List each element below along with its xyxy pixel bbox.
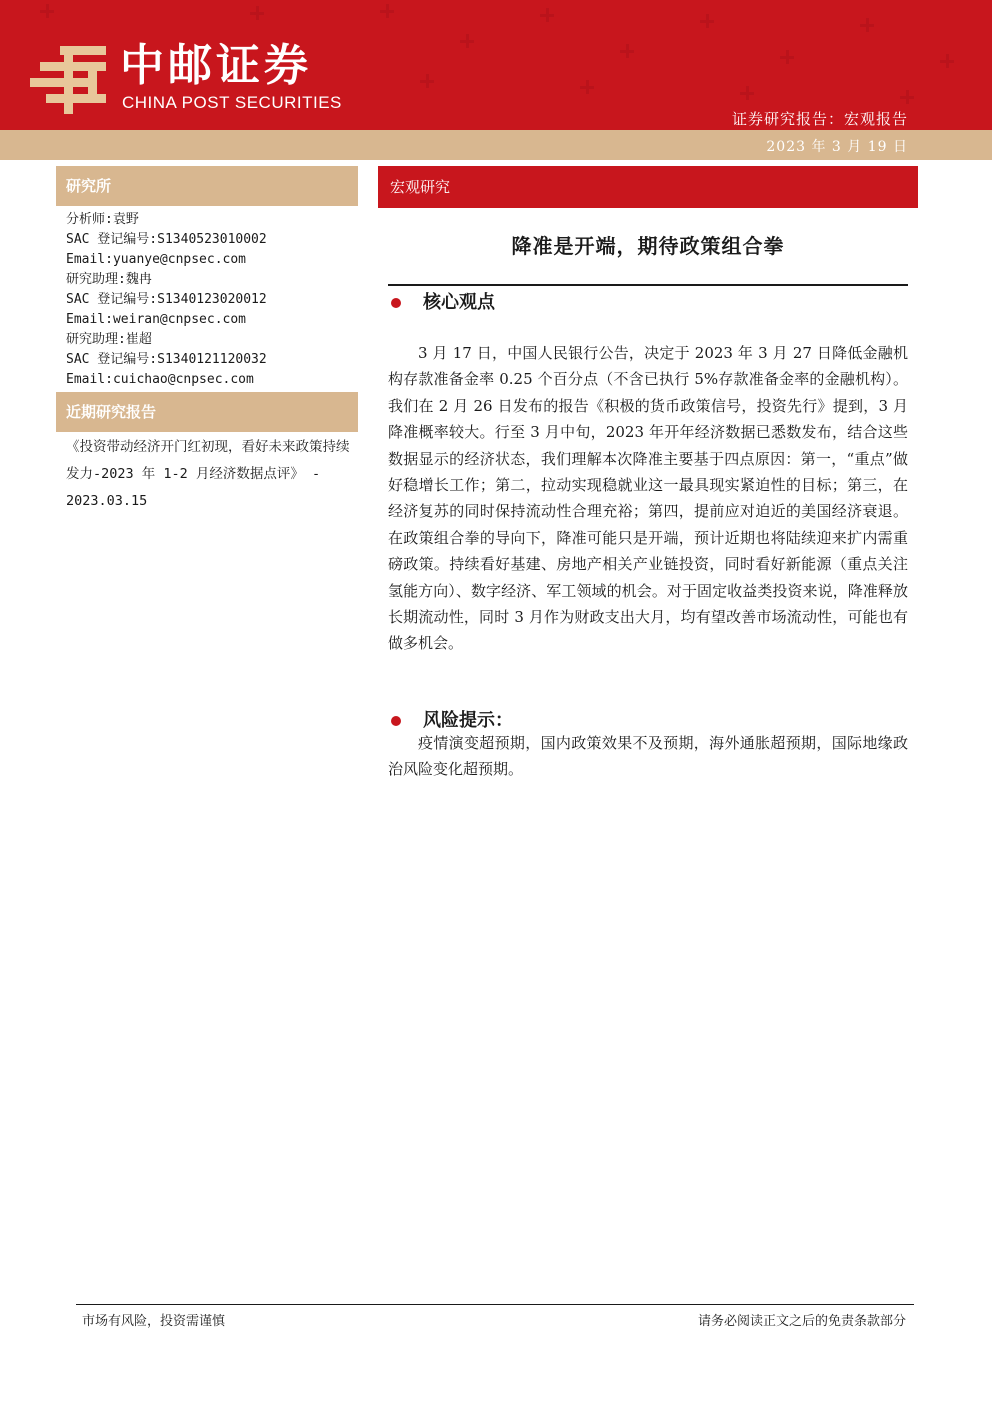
footer-risk-notice: 市场有风险，投资需谨慎 (82, 1314, 226, 1329)
china-post-logo-icon (30, 44, 112, 116)
brand-name-cn: 中邮证券 (120, 40, 312, 91)
analyst-line: SAC 登记编号:S1340523010002 (66, 232, 267, 247)
footer-divider (76, 1304, 914, 1305)
analyst-line: SAC 登记编号:S1340123020012 (66, 292, 267, 307)
risk-label: 风险提示： (423, 710, 513, 731)
analyst-line: 研究助理:魏冉 (66, 272, 152, 287)
footer-disclaimer: 请务必阅读正文之后的免责条款部分 (697, 1314, 906, 1329)
analyst-list (66, 210, 356, 390)
brand-name-en: CHINA POST SECURITIES (122, 93, 342, 112)
analyst-line: 分析师:袁野 (66, 212, 139, 227)
report-header (0, 0, 992, 130)
analyst-email: Email:cuichao@cnpsec.com (66, 372, 254, 387)
core-view-heading (388, 288, 495, 314)
report-title: 降准是开端，期待政策组合拳 (511, 234, 785, 258)
report-type: 证券研究报告：宏观报告 (731, 110, 908, 128)
date-band (0, 130, 992, 160)
report-date: 2023 年 3 月 19 日 (766, 139, 908, 155)
institute-heading: 研究所 (56, 166, 358, 206)
risk-text: 疫情演变超预期，国内政策效果不及预期，海外通胀超预期，国际地缘政治风险变化超预期。 (388, 734, 908, 779)
bullet-icon (391, 298, 401, 308)
analyst-line: 研究助理:崔超 (66, 332, 152, 347)
title-divider (388, 284, 908, 286)
recent-report-link[interactable]: 《投资带动经济开门红初现，看好未来政策持续发力-2023 年 1-2 月经济数据点评》 - 2023.03.15 (66, 439, 350, 509)
core-view-label: 核心观点 (423, 292, 495, 313)
risk-heading (388, 706, 513, 732)
analyst-email: Email:yuanye@cnpsec.com (66, 252, 247, 267)
section-tag: 宏观研究 (378, 166, 918, 208)
analyst-line: SAC 登记编号:S1340121120032 (66, 352, 267, 367)
analyst-email: Email:weiran@cnpsec.com (66, 312, 247, 327)
recent-reports-heading: 近期研究报告 (56, 392, 358, 432)
core-view-text: 3 月 17 日，中国人民银行公告，决定于 2023 年 3 月 27 日降低金融机构存款准备金率 0.25 个百分点（不含已执行 5%存款准备金率的金融机构）。我们在 2 月 26 日发布的报告《积极的货币政策信号，投资先行》提到，3 月降准概率较大。行至 3 月中旬，2023 年开年经济数据已悉数发布，结合这些数据显示的经济状态，我们理解本次降准主要基于四点原因：第一，“重点”做好稳增长工作；第二，拉动实现稳就业这一最具现实紧迫性的目标；第三，在经济复苏的同时保持流动性合理充裕；第四，提前应对迫近的美国经济衰退。在政策组合拳的导向下，降准可能只是开端，预计近期也将陆续迎来扩内需重磅政策。持续看好基建、房地产相关产业链投资，同时看好新能源（重点关注氢能方向）、数字经济、军工领域的机会。对于固定收益类投资来说，降准释放长期流动性，同时 3 月作为财政支出大月，均有望改善市场流动性，可能也有做多机会。 (388, 344, 908, 653)
bullet-icon (391, 716, 401, 726)
